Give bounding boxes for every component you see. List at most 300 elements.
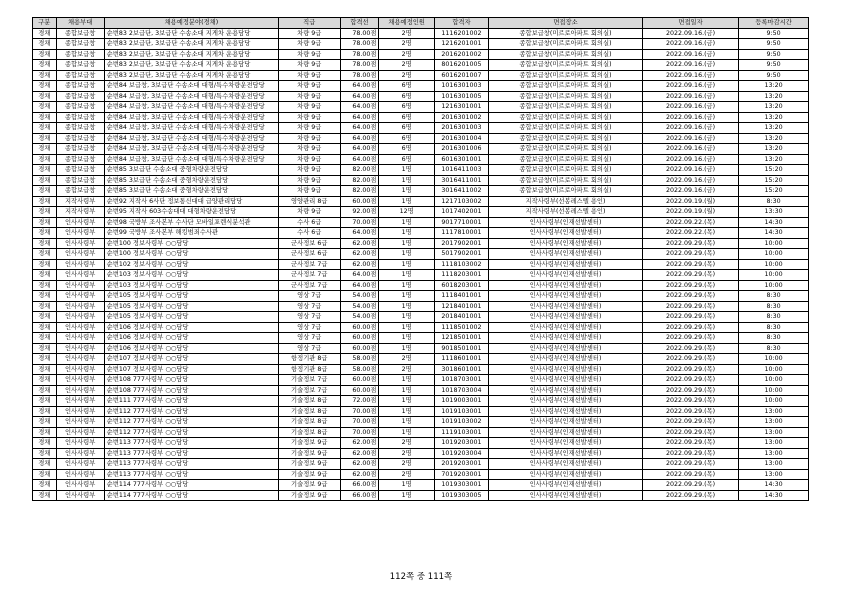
column-header: 구분 xyxy=(33,18,57,29)
table-cell: 종합보급창(미르로아파트 회의실) xyxy=(489,70,643,81)
table-cell: 6명 xyxy=(379,102,434,113)
table-cell: 2명 xyxy=(379,49,434,60)
table-cell: 순번92 지작사 6사단 정보통신대대 급양관리담당 xyxy=(104,196,278,207)
table-cell: 9:50 xyxy=(739,39,809,50)
table-cell: 64.00점 xyxy=(340,91,379,102)
table-cell: 경채 xyxy=(33,154,57,165)
table-cell: 1019103002 xyxy=(434,417,488,428)
table-row xyxy=(33,312,809,323)
table-cell: 2022.09.16.(금) xyxy=(642,102,738,113)
table-cell: 경채 xyxy=(33,354,57,365)
table-cell: 경채 xyxy=(33,322,57,333)
table-cell: 지작사령부(선봉레스텔 용인) xyxy=(489,196,643,207)
table-cell: 종합보급창 xyxy=(56,60,104,71)
table-cell: 순번103 정보사령부 ○○담당 xyxy=(104,270,278,281)
table-cell: 9:50 xyxy=(739,70,809,81)
table-row xyxy=(33,144,809,155)
table-cell: 13:00 xyxy=(739,438,809,449)
table-cell: 순번108 777사령부 ○○담당 xyxy=(104,375,278,386)
table-cell: 종합보급창 xyxy=(56,70,104,81)
table-cell: 순번112 777사령부 ○○담당 xyxy=(104,417,278,428)
table-cell: 2명 xyxy=(379,28,434,39)
table-cell: 인사사령부(인재선발센터) xyxy=(489,438,643,449)
table-header-row xyxy=(33,18,809,29)
table-cell: 종합보급창 xyxy=(56,81,104,92)
table-cell: 6018203001 xyxy=(434,280,488,291)
table-cell: 82.00점 xyxy=(340,175,379,186)
table-cell: 58.00점 xyxy=(340,364,379,375)
table-cell: 60.00점 xyxy=(340,375,379,386)
table-cell: 70.00점 xyxy=(340,406,379,417)
table-cell: 항정기관 8급 xyxy=(279,364,341,375)
table-row xyxy=(33,490,809,501)
table-cell: 순번85 3보급단 수송소대 중형차량운전담당 xyxy=(104,186,278,197)
table-cell: 6016201007 xyxy=(434,70,488,81)
table-cell: 순번84 보급창, 3보급단 수송소대 대형/특수차량운전담당 xyxy=(104,91,278,102)
table-cell: 순번84 보급창, 3보급단 수송소대 대형/특수차량운전담당 xyxy=(104,102,278,113)
table-cell: 순번99 국방부 조사본부 해킹범죄수사관 xyxy=(104,228,278,239)
table-cell: 2022.09.29.(목) xyxy=(642,438,738,449)
table-cell: 60.00점 xyxy=(340,385,379,396)
table-cell: 62.00점 xyxy=(340,438,379,449)
table-cell: 2016301004 xyxy=(434,133,488,144)
table-cell: 종합보급창 xyxy=(56,186,104,197)
table-cell: 경채 xyxy=(33,438,57,449)
table-cell: 10:00 xyxy=(739,385,809,396)
table-cell: 인사사령부 xyxy=(56,385,104,396)
table-cell: 인사사령부(인재선발센터) xyxy=(489,249,643,260)
table-row xyxy=(33,217,809,228)
table-cell: 1명 xyxy=(379,280,434,291)
table-cell: 인사사령부(인재선발센터) xyxy=(489,333,643,344)
table-row xyxy=(33,196,809,207)
table-cell: 70.00점 xyxy=(340,417,379,428)
table-cell: 2022.09.29.(목) xyxy=(642,249,738,260)
table-cell: 인사사령부(인재선발센터) xyxy=(489,301,643,312)
table-row xyxy=(33,259,809,270)
table-cell: 1명 xyxy=(379,186,434,197)
table-cell: 경채 xyxy=(33,375,57,386)
table-cell: 62.00점 xyxy=(340,249,379,260)
column-header: 직급 xyxy=(279,18,341,29)
table-cell: 경채 xyxy=(33,301,57,312)
table-row xyxy=(33,280,809,291)
table-cell: 64.00점 xyxy=(340,112,379,123)
table-cell: 수사 6급 xyxy=(279,217,341,228)
table-cell: 순번84 보급창, 3보급단 수송소대 대형/특수차량운전담당 xyxy=(104,133,278,144)
table-cell: 1명 xyxy=(379,322,434,333)
table-cell: 3016411001 xyxy=(434,175,488,186)
table-cell: 2022.09.22.(목) xyxy=(642,228,738,239)
table-cell: 인사사령부 xyxy=(56,406,104,417)
table-cell: 종합보급창(미르로아파트 회의실) xyxy=(489,123,643,134)
table-cell: 종합보급창(미르로아파트 회의실) xyxy=(489,28,643,39)
table-cell: 순번105 정보사령부 ○○담당 xyxy=(104,301,278,312)
table-cell: 3016411002 xyxy=(434,186,488,197)
table-cell: 차량 9급 xyxy=(279,60,341,71)
table-cell: 경채 xyxy=(33,81,57,92)
table-row xyxy=(33,102,809,113)
table-cell: 14:30 xyxy=(739,480,809,491)
table-cell: 1명 xyxy=(379,312,434,323)
table-cell: 순번84 보급창, 3보급단 수송소대 대형/특수차량운전담당 xyxy=(104,144,278,155)
table-cell: 인사사령부 xyxy=(56,354,104,365)
table-cell: 2명 xyxy=(379,448,434,459)
table-cell: 종합보급창(미르로아파트 회의실) xyxy=(489,49,643,60)
table-cell: 순번107 정보사령부 ○○담당 xyxy=(104,364,278,375)
table-cell: 6명 xyxy=(379,154,434,165)
table-cell: 2022.09.22.(목) xyxy=(642,217,738,228)
table-cell: 2022.09.16.(금) xyxy=(642,70,738,81)
table-cell: 62.00점 xyxy=(340,459,379,470)
table-cell: 경채 xyxy=(33,123,57,134)
table-row xyxy=(33,364,809,375)
table-cell: 인사사령부(인재선발센터) xyxy=(489,280,643,291)
table-cell: 인사사령부 xyxy=(56,396,104,407)
table-cell: 종합보급창 xyxy=(56,49,104,60)
table-row xyxy=(33,322,809,333)
table-cell: 1명 xyxy=(379,175,434,186)
table-cell: 64.00점 xyxy=(340,81,379,92)
table-cell: 기술정보 9급 xyxy=(279,448,341,459)
table-cell: 순번106 정보사령부 ○○담당 xyxy=(104,322,278,333)
table-cell: 2022.09.19.(월) xyxy=(642,196,738,207)
table-cell: 54.00점 xyxy=(340,291,379,302)
table-row xyxy=(33,39,809,50)
table-cell: 1명 xyxy=(379,333,434,344)
table-cell: 종합보급창 xyxy=(56,91,104,102)
table-cell: 2022.09.29.(목) xyxy=(642,385,738,396)
table-cell: 종합보급창(미르로아파트 회의실) xyxy=(489,91,643,102)
table-cell: 차량 9급 xyxy=(279,81,341,92)
table-cell: 순번113 777사령부 ○○담당 xyxy=(104,459,278,470)
table-cell: 순번100 정보사령부 ○○담당 xyxy=(104,249,278,260)
table-cell: 6명 xyxy=(379,91,434,102)
table-cell: 13:30 xyxy=(739,207,809,218)
column-header: 채용부대 xyxy=(56,18,104,29)
table-cell: 경채 xyxy=(33,343,57,354)
table-cell: 6명 xyxy=(379,133,434,144)
table-cell: 2022.09.29.(목) xyxy=(642,417,738,428)
table-cell: 13:20 xyxy=(739,81,809,92)
table-cell: 경채 xyxy=(33,459,57,470)
table-cell: 2022.09.16.(금) xyxy=(642,165,738,176)
table-cell: 13:20 xyxy=(739,102,809,113)
table-cell: 2022.09.16.(금) xyxy=(642,123,738,134)
table-cell: 순번106 정보사령부 ○○담당 xyxy=(104,333,278,344)
table-cell: 군사정보 7급 xyxy=(279,280,341,291)
table-cell: 경채 xyxy=(33,217,57,228)
table-cell: 순번100 정보사령부 ○○담당 xyxy=(104,238,278,249)
table-cell: 인사사령부 xyxy=(56,238,104,249)
table-cell: 항정기관 8급 xyxy=(279,354,341,365)
table-cell: 8:30 xyxy=(739,196,809,207)
table-row xyxy=(33,123,809,134)
table-cell: 경채 xyxy=(33,364,57,375)
table-cell: 인사사령부(인재선발센터) xyxy=(489,406,643,417)
table-cell: 1명 xyxy=(379,406,434,417)
table-cell: 종합보급창 xyxy=(56,144,104,155)
table-cell: 1명 xyxy=(379,480,434,491)
table-cell: 차량 9급 xyxy=(279,49,341,60)
table-cell: 순번95 지작사 603수송대대 대형차량운전담당 xyxy=(104,207,278,218)
table-cell: 경채 xyxy=(33,28,57,39)
table-cell: 종합보급창 xyxy=(56,112,104,123)
table-cell: 13:00 xyxy=(739,469,809,480)
table-cell: 1명 xyxy=(379,165,434,176)
table-cell: 인사사령부(인재선발센터) xyxy=(489,417,643,428)
table-cell: 인사사령부 xyxy=(56,417,104,428)
table-cell: 경채 xyxy=(33,480,57,491)
table-cell: 1118103002 xyxy=(434,259,488,270)
table-cell: 2022.09.16.(금) xyxy=(642,133,738,144)
table-cell: 2022.09.29.(목) xyxy=(642,343,738,354)
table-cell: 3018601001 xyxy=(434,364,488,375)
table-cell: 영상 7급 xyxy=(279,301,341,312)
table-cell: 78.00점 xyxy=(340,39,379,50)
table-cell: 기술정보 7급 xyxy=(279,385,341,396)
table-cell: 10:00 xyxy=(739,280,809,291)
table-cell: 2022.09.29.(목) xyxy=(642,448,738,459)
table-cell: 경채 xyxy=(33,406,57,417)
table-row xyxy=(33,249,809,260)
table-cell: 70.00점 xyxy=(340,217,379,228)
table-cell: 순번111 777사령부 ○○담당 xyxy=(104,396,278,407)
table-cell: 1216201001 xyxy=(434,39,488,50)
table-cell: 1019203001 xyxy=(434,438,488,449)
table-cell: 종합보급창 xyxy=(56,154,104,165)
table-cell: 인사사령부 xyxy=(56,270,104,281)
table-cell: 6명 xyxy=(379,144,434,155)
table-cell: 경채 xyxy=(33,280,57,291)
table-cell: 10:00 xyxy=(739,259,809,270)
table-cell: 2022.09.16.(금) xyxy=(642,81,738,92)
table-row xyxy=(33,81,809,92)
table-cell: 2022.09.16.(금) xyxy=(642,154,738,165)
table-cell: 영상 7급 xyxy=(279,322,341,333)
table-cell: 10:00 xyxy=(739,249,809,260)
table-cell: 64.00점 xyxy=(340,270,379,281)
table-cell: 기술정보 9급 xyxy=(279,490,341,501)
table-cell: 기술정보 8급 xyxy=(279,406,341,417)
table-row xyxy=(33,175,809,186)
table-row xyxy=(33,343,809,354)
table-cell: 1명 xyxy=(379,196,434,207)
table-cell: 82.00점 xyxy=(340,165,379,176)
table-cell: 수사 6급 xyxy=(279,228,341,239)
table-cell: 순번108 777사령부 ○○담당 xyxy=(104,385,278,396)
table-cell: 인사사령부(인재선발센터) xyxy=(489,343,643,354)
table-row xyxy=(33,291,809,302)
table-cell: 순번102 정보사령부 ○○담당 xyxy=(104,259,278,270)
table-cell: 10:00 xyxy=(739,238,809,249)
table-cell: 경채 xyxy=(33,144,57,155)
table-cell: 1019303001 xyxy=(434,480,488,491)
table-cell: 2명 xyxy=(379,39,434,50)
table-cell: 2명 xyxy=(379,60,434,71)
table-cell: 경채 xyxy=(33,196,57,207)
table-cell: 54.00점 xyxy=(340,312,379,323)
table-cell: 1118203001 xyxy=(434,270,488,281)
table-cell: 1218401001 xyxy=(434,301,488,312)
table-cell: 13:20 xyxy=(739,133,809,144)
table-cell: 순번112 777사령부 ○○담당 xyxy=(104,427,278,438)
table-cell: 차량 9급 xyxy=(279,133,341,144)
results-table xyxy=(32,17,809,501)
table-cell: 2022.09.29.(목) xyxy=(642,406,738,417)
table-cell: 2016201002 xyxy=(434,49,488,60)
table-row xyxy=(33,406,809,417)
table-cell: 2022.09.29.(목) xyxy=(642,259,738,270)
table-cell: 8:30 xyxy=(739,322,809,333)
table-cell: 2022.09.29.(목) xyxy=(642,238,738,249)
table-cell: 1018703004 xyxy=(434,385,488,396)
table-cell: 종합보급창(미르로아파트 회의실) xyxy=(489,144,643,155)
table-cell: 인사사령부 xyxy=(56,459,104,470)
table-cell: 순번83 2보급단, 3보급단 수송소대 지게차 운용담당 xyxy=(104,28,278,39)
table-cell: 순번113 777사령부 ○○담당 xyxy=(104,448,278,459)
table-cell: 종합보급창(미르로아파트 회의실) xyxy=(489,102,643,113)
table-cell: 인사사령부 xyxy=(56,364,104,375)
table-cell: 1118401001 xyxy=(434,291,488,302)
table-cell: 2018401001 xyxy=(434,312,488,323)
table-cell: 차량 9급 xyxy=(279,70,341,81)
table-cell: 1016411003 xyxy=(434,165,488,176)
table-cell: 14:30 xyxy=(739,490,809,501)
column-header: 채용예정인원 xyxy=(379,18,434,29)
table-cell: 60.00점 xyxy=(340,333,379,344)
table-cell: 차량 9급 xyxy=(279,144,341,155)
table-cell: 1019003001 xyxy=(434,396,488,407)
table-cell: 9:50 xyxy=(739,60,809,71)
table-cell: 기술정보 7급 xyxy=(279,375,341,386)
column-header: 면접일자 xyxy=(642,18,738,29)
table-cell: 인사사령부(인재선발센터) xyxy=(489,364,643,375)
table-cell: 2022.09.16.(금) xyxy=(642,112,738,123)
table-cell: 순번106 정보사령부 ○○담당 xyxy=(104,343,278,354)
table-cell: 1명 xyxy=(379,301,434,312)
table-cell: 인사사령부 xyxy=(56,469,104,480)
table-cell: 1명 xyxy=(379,217,434,228)
table-cell: 62.00점 xyxy=(340,238,379,249)
table-body xyxy=(33,28,809,501)
table-cell: 기술정보 9급 xyxy=(279,480,341,491)
table-cell: 순번84 보급창, 3보급단 수송소대 대형/특수차량운전담당 xyxy=(104,81,278,92)
table-cell: 62.00점 xyxy=(340,469,379,480)
table-cell: 영상 7급 xyxy=(279,291,341,302)
table-cell: 66.00점 xyxy=(340,480,379,491)
table-cell: 9017710001 xyxy=(434,217,488,228)
table-row xyxy=(33,417,809,428)
table-cell: 경채 xyxy=(33,133,57,144)
page-number: 112쪽 중 111쪽 xyxy=(389,572,453,582)
table-cell: 경채 xyxy=(33,427,57,438)
table-cell: 1019303005 xyxy=(434,490,488,501)
table-cell: 종합보급창 xyxy=(56,39,104,50)
table-cell: 종합보급창(미르로아파트 회의실) xyxy=(489,154,643,165)
table-cell: 인사사령부 xyxy=(56,249,104,260)
table-row xyxy=(33,448,809,459)
column-header: 면접장소 xyxy=(489,18,643,29)
table-cell: 경채 xyxy=(33,60,57,71)
table-cell: 8:30 xyxy=(739,343,809,354)
table-cell: 종합보급창(미르로아파트 회의실) xyxy=(489,39,643,50)
table-cell: 64.00점 xyxy=(340,280,379,291)
table-cell: 13:20 xyxy=(739,91,809,102)
table-cell: 6명 xyxy=(379,112,434,123)
table-cell: 종합보급창 xyxy=(56,123,104,134)
table-cell: 차량 9급 xyxy=(279,165,341,176)
table-cell: 2022.09.29.(목) xyxy=(642,280,738,291)
table-cell: 경채 xyxy=(33,186,57,197)
table-cell: 60.00점 xyxy=(340,322,379,333)
table-cell: 7019203001 xyxy=(434,469,488,480)
table-cell: 군사정보 7급 xyxy=(279,270,341,281)
table-cell: 인사사령부(인재선발센터) xyxy=(489,354,643,365)
table-cell: 2016301002 xyxy=(434,112,488,123)
table-cell: 78.00점 xyxy=(340,60,379,71)
table-cell: 경채 xyxy=(33,259,57,270)
table-cell: 경채 xyxy=(33,249,57,260)
table-cell: 2016301006 xyxy=(434,144,488,155)
table-row xyxy=(33,112,809,123)
table-cell: 2016301003 xyxy=(434,123,488,134)
table-cell: 인사사령부 xyxy=(56,438,104,449)
table-cell: 종합보급창(미르로아파트 회의실) xyxy=(489,112,643,123)
table-cell: 78.00점 xyxy=(340,49,379,60)
table-cell: 경채 xyxy=(33,385,57,396)
table-cell: 인사사령부 xyxy=(56,301,104,312)
table-cell: 인사사령부(인재선발센터) xyxy=(489,270,643,281)
table-row xyxy=(33,238,809,249)
table-cell: 인사사령부 xyxy=(56,322,104,333)
table-cell: 차량 9급 xyxy=(279,207,341,218)
table-cell: 인사사령부(인재선발센터) xyxy=(489,396,643,407)
table-cell: 2022.09.29.(목) xyxy=(642,375,738,386)
table-cell: 1017402001 xyxy=(434,207,488,218)
table-cell: 경채 xyxy=(33,469,57,480)
table-cell: 인사사령부 xyxy=(56,333,104,344)
table-cell: 순번105 정보사령부 ○○담당 xyxy=(104,312,278,323)
column-header: 채용예정분야(경채) xyxy=(104,18,278,29)
table-row xyxy=(33,438,809,449)
table-row xyxy=(33,270,809,281)
table-cell: 차량 9급 xyxy=(279,39,341,50)
table-cell: 종합보급창 xyxy=(56,175,104,186)
table-cell: 64.00점 xyxy=(340,133,379,144)
table-cell: 1019203004 xyxy=(434,448,488,459)
table-cell: 1019103001 xyxy=(434,406,488,417)
table-row xyxy=(33,228,809,239)
table-cell: 차량 9급 xyxy=(279,112,341,123)
table-cell: 경채 xyxy=(33,91,57,102)
table-cell: 기술정보 8급 xyxy=(279,427,341,438)
table-cell: 인사사령부(인재선발센터) xyxy=(489,291,643,302)
table-cell: 순번105 정보사령부 ○○담당 xyxy=(104,291,278,302)
table-cell: 14:30 xyxy=(739,228,809,239)
table-cell: 순번84 보급창, 3보급단 수송소대 대형/특수차량운전담당 xyxy=(104,154,278,165)
table-cell: 순번84 보급창, 3보급단 수송소대 대형/특수차량운전담당 xyxy=(104,112,278,123)
table-cell: 종합보급창(미르로아파트 회의실) xyxy=(489,81,643,92)
table-cell: 1명 xyxy=(379,490,434,501)
table-cell: 1명 xyxy=(379,228,434,239)
table-row xyxy=(33,165,809,176)
table-cell: 2022.09.29.(목) xyxy=(642,490,738,501)
table-cell: 차량 9급 xyxy=(279,102,341,113)
table-cell: 1명 xyxy=(379,343,434,354)
table-cell: 경채 xyxy=(33,102,57,113)
table-cell: 58.00점 xyxy=(340,354,379,365)
